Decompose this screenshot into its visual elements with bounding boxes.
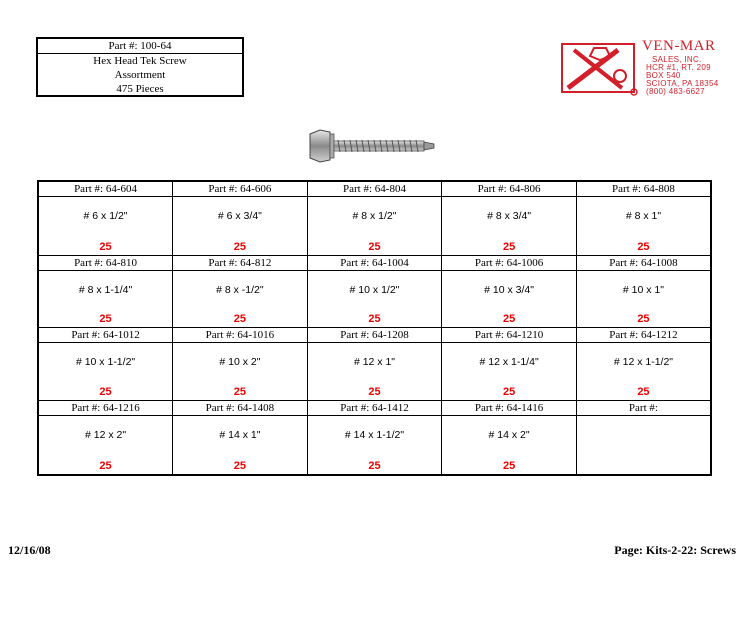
part-cell (173, 256, 308, 328)
part-cell (307, 400, 442, 475)
part-cell (307, 328, 442, 400)
screw-size: # 6 x 1/2" (83, 210, 128, 222)
header-description-line: Assortment (114, 69, 166, 81)
part-number: Part #: 64-1210 (442, 328, 576, 343)
screw-size: # 8 x 1" (625, 210, 662, 222)
quantity: 25 (99, 385, 112, 398)
screw-size: # 14 x 1-1/2" (344, 428, 405, 441)
part-number: Part #: 64-1212 (577, 328, 710, 343)
part-number: Part #: 64-1012 (39, 328, 172, 343)
part-number: Part #: 64-808 (577, 182, 710, 197)
quantity: 25 (99, 313, 112, 326)
part-number: Part #: 64-1408 (173, 401, 307, 416)
logo-line: (800) 483-6627 (646, 87, 705, 96)
part-cell (38, 181, 173, 256)
screw-size: # 10 x 1" (622, 284, 664, 297)
logo-brand-name: VEN-MAR (642, 38, 716, 54)
part-number: Part #: (577, 401, 710, 416)
part-number: Part #: 64-1008 (577, 256, 710, 271)
quantity: 25 (368, 385, 381, 398)
table-row (38, 328, 711, 400)
part-cell (307, 181, 442, 256)
screw-size: # 8 x 3/4" (487, 210, 532, 222)
quantity: 25 (99, 241, 112, 254)
quantity: 25 (233, 385, 247, 398)
quantity: 25 (233, 241, 247, 254)
part-number: Part #: 64-804 (308, 182, 442, 197)
company-logo (560, 38, 740, 98)
part-cell (442, 328, 577, 400)
quantity: 25 (368, 460, 381, 472)
logo-line: SCIOTA, PA 18354 (646, 79, 719, 88)
screw-size: # 8 x 1-1/4" (78, 284, 133, 297)
part-cell (173, 328, 308, 400)
table-row (38, 181, 711, 256)
part-number: Part #: 64-1004 (308, 256, 442, 271)
part-number: Part #: 64-810 (39, 256, 172, 271)
quantity: 25 (637, 313, 650, 326)
part-cell (576, 328, 711, 400)
quantity: 25 (502, 460, 516, 472)
part-cell (576, 181, 711, 256)
logo-mark-icon (560, 42, 638, 96)
quantity: 25 (502, 241, 516, 254)
part-number: Part #: 64-1412 (308, 401, 442, 416)
part-number: Part #: 64-1006 (442, 256, 576, 271)
screw-size: # 12 x 1" (353, 356, 396, 369)
screw-size: # 14 x 1" (219, 428, 261, 441)
quantity: 25 (233, 460, 247, 472)
header-box (36, 37, 244, 97)
part-number: Part #: 64-604 (39, 182, 172, 197)
screw-size: # 6 x 3/4" (217, 210, 262, 222)
part-number: Part #: 64-1416 (442, 401, 576, 416)
part-cell (576, 256, 711, 328)
footer-page-label: Page: Kits-2-22: Screws (614, 543, 736, 557)
part-cell (576, 400, 711, 475)
quantity: 25 (368, 313, 381, 326)
part-cell (442, 400, 577, 475)
quantity: 25 (99, 460, 112, 472)
table-row (38, 256, 711, 328)
parts-table (37, 180, 712, 476)
part-cell (173, 400, 308, 475)
part-number: Part #: 64-1216 (39, 401, 172, 416)
screw-size: # 10 x 1/2" (349, 284, 400, 297)
header-description-line: Hex Head Tek Screw (93, 55, 187, 67)
screw-size: # 10 x 2" (219, 356, 261, 369)
part-number: Part #: 64-1016 (173, 328, 307, 343)
footer-date: 12/16/08 (8, 543, 51, 557)
part-number: Part #: 64-812 (173, 256, 307, 271)
logo-line: SALES, INC. (652, 55, 702, 64)
quantity: 25 (637, 385, 650, 398)
screw-size: # 12 x 2" (85, 428, 127, 441)
screw-size: # 12 x 1-1/2" (613, 356, 674, 369)
quantity: 25 (368, 241, 381, 254)
screw-size: # 10 x 1-1/2" (75, 356, 136, 369)
part-cell (38, 400, 173, 475)
tek-screw-image (306, 128, 438, 164)
quantity: 25 (502, 313, 516, 326)
part-cell (38, 256, 173, 328)
table-row (38, 400, 711, 475)
quantity: 25 (233, 313, 247, 326)
screw-size: # 8 x -1/2" (216, 284, 264, 297)
part-cell (38, 328, 173, 400)
screw-size: # 10 x 3/4" (484, 284, 534, 297)
screw-size: # 8 x 1/2" (352, 210, 397, 222)
screw-size: # 12 x 1-1/4" (479, 356, 539, 369)
logo-line: HCR #1, RT. 209 (646, 63, 711, 72)
part-cell (307, 256, 442, 328)
part-cell (442, 256, 577, 328)
part-cell (442, 181, 577, 256)
part-number: Part #: 64-1208 (308, 328, 442, 343)
part-number: Part #: 64-606 (173, 182, 307, 197)
quantity: 25 (637, 241, 650, 254)
logo-line: BOX 540 (646, 71, 681, 80)
screw-size: # 14 x 2" (488, 428, 530, 441)
header-part-number: Part #: 100-64 (38, 39, 242, 54)
quantity: 25 (502, 385, 516, 398)
part-cell (173, 181, 308, 256)
header-description-line: 475 Pieces (116, 83, 164, 95)
part-number: Part #: 64-806 (442, 182, 576, 197)
